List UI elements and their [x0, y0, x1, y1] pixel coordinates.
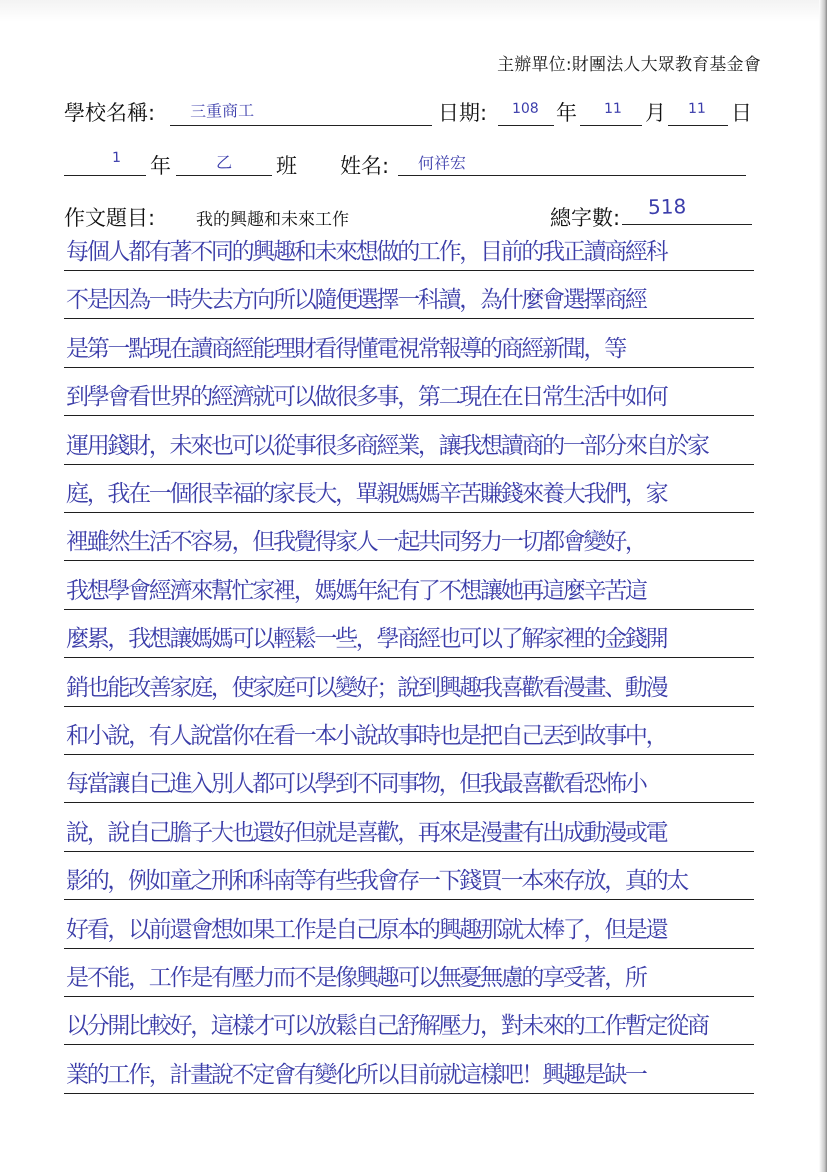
- date-day: 11: [687, 100, 706, 117]
- ruled-line: [64, 560, 754, 561]
- date-label: 日期:: [438, 101, 488, 125]
- ruled-line: [64, 851, 754, 852]
- ruled-line: [64, 754, 754, 755]
- ruled-line: [64, 1093, 754, 1094]
- essay-line: 運用錢財，未來也可以從事很多商經業，讓我想讀商的一部分來自於家: [66, 432, 708, 459]
- essay-line: 和小說，有人說當你在看一本小說故事時也是把自己丟到故事中，: [66, 723, 667, 749]
- ruled-line: [64, 706, 754, 707]
- date-year: 108: [511, 100, 539, 117]
- month-unit: 月: [645, 101, 666, 125]
- essay-line: 每當讓自己進入別人都可以學到不同事物，但我最喜歡看恐怖小: [66, 771, 646, 798]
- grade-underline: [64, 175, 146, 176]
- ruled-line: [64, 948, 754, 949]
- ruled-line: [64, 318, 754, 319]
- ruled-line: [64, 512, 754, 513]
- essay-line: 業的工作，計畫說不定會有變化所以目前就這樣吧！興趣是缺一: [66, 1061, 646, 1088]
- topic-label: 作文題目:: [64, 206, 156, 230]
- ruled-line: [64, 367, 754, 368]
- essay-line: 不是因為一時失去方向所以隨便選擇一科讀，為什麼會選擇商經: [66, 287, 646, 314]
- school-value: 三重商工: [189, 100, 255, 121]
- essay-line: 影的，例如童之刑和科南等有些我會存一下錢買一本來存放，真的太: [66, 868, 688, 895]
- essay-line: 銷也能改善家庭，使家庭可以變好；說到興趣我喜歡看漫畫、動漫: [66, 674, 667, 701]
- topic-value: 我的興趣和未來工作: [196, 210, 349, 230]
- essay-line: 麼累，我想讓媽媽可以輕鬆一些，學商經也可以了解家裡的金錢開: [66, 626, 667, 653]
- essay-line: 到學會看世界的經濟就可以做很多事，第二現在在日常生活中如何: [66, 384, 667, 411]
- grade-value: 1: [111, 149, 122, 166]
- wordcount-label: 總字數:: [550, 206, 621, 230]
- name-underline: [398, 175, 746, 176]
- ruled-line: [64, 802, 754, 803]
- school-underline: [170, 125, 432, 126]
- ruled-line: [64, 415, 754, 416]
- class-value: 乙: [215, 152, 233, 172]
- day-unit: 日: [731, 101, 752, 125]
- month-underline: [580, 125, 642, 126]
- year-unit: 年: [556, 101, 577, 125]
- wordcount-value: 518: [647, 194, 687, 219]
- ruled-line: [64, 1044, 754, 1045]
- scan-edge-top: [0, 0, 827, 22]
- year-underline: [498, 125, 554, 126]
- essay-line: 我想學會經濟來幫忙家裡，媽媽年紀有了不想讓她再這麼辛苦這: [66, 577, 646, 604]
- name-value: 何祥宏: [417, 153, 467, 173]
- essay-line: 是第一點現在讀商經能理財看得懂電視常報導的商經新聞，等: [66, 335, 625, 362]
- organizer-header: 主辦單位:財團法人大眾教育基金會: [497, 55, 761, 75]
- ruled-line: [64, 270, 754, 271]
- essay-line: 是不能，工作是有壓力而不是像興趣可以無憂無慮的享受著，所: [66, 965, 646, 991]
- wordcount-underline: [622, 224, 752, 225]
- school-label: 學校名稱:: [64, 101, 156, 125]
- essay-line: 以分開比較好，這樣才可以放鬆自己舒解壓力，對未來的工作暫定從商: [66, 1013, 708, 1040]
- essay-line: 裡雖然生活不容易，但我覺得家人一起共同努力一切都會變好，: [66, 529, 646, 556]
- essay-line: 好看，以前還會想如果工作是自己原本的興趣那就太棒了，但是還: [66, 916, 667, 943]
- essay-line: 說，說自己膽子大也還好但就是喜歡，再來是漫畫有出成動漫或電: [66, 819, 667, 846]
- date-month: 11: [603, 100, 622, 117]
- name-label: 姓名:: [340, 154, 390, 178]
- class-underline: [176, 175, 272, 176]
- essay-line: 每個人都有著不同的興趣和未來想做的工作，目前的我正讀商經科: [66, 239, 667, 265]
- ruled-line: [64, 464, 754, 465]
- day-underline: [668, 125, 728, 126]
- essay-line: 庭，我在一個很幸福的家長大，單親媽媽辛苦賺錢來養大我們，家: [66, 481, 667, 507]
- ruled-line: [64, 899, 754, 900]
- ruled-line: [64, 657, 754, 658]
- scan-edge-right: [819, 0, 827, 1172]
- ruled-line: [64, 996, 754, 997]
- class-unit: 班: [276, 154, 297, 178]
- grade-unit: 年: [150, 154, 171, 178]
- ruled-line: [64, 609, 754, 610]
